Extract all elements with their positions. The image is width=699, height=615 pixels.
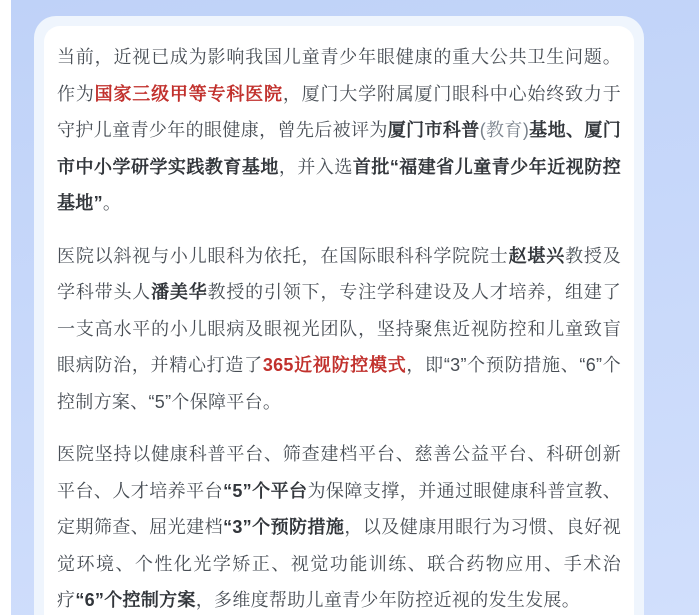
text-run-normal: ，并入选: [278, 156, 353, 177]
text-run-bold: “5”个平台: [223, 480, 308, 501]
text-run-normal: ，多维度帮助儿童青少年防控近视的发生发展。: [195, 590, 581, 610]
text-run-bold: 潘美华: [151, 282, 208, 302]
text-run-normal: 医院坚持以健康科普平台、筛查建档平台、慈善公益平台、科研创新平台、人才培养平台: [57, 444, 621, 501]
text-run-normal: 教授的引领下，专注学科建设及人才培养，组建了一支高水平的小儿眼病及眼视光团队，坚持聚焦近视防控和儿童致盲眼病防治，并精心打造了: [57, 282, 621, 375]
text-run-bold: “6”个控制方案: [75, 590, 196, 610]
text-run-bold: 首批“福建省儿童青少年近视防控基地”: [57, 156, 621, 213]
text-run-bold: 厦门市科普: [387, 120, 480, 140]
text-run-normal: ，厦门大学附属厦门眼科中心始终致力于守护儿童青少年的眼健康，曾先后被评为: [57, 83, 621, 140]
text-run-normal: ，即“3”个预防措施、“6”个控制方案、“5”个保障平台。: [57, 355, 622, 412]
paragraph: [57, 436, 621, 615]
text-run-red: 国家三级甲等专科医院: [94, 83, 283, 104]
article-card-outer: [34, 16, 644, 615]
paragraph: [57, 238, 621, 421]
text-run-normal: 为保障支撑，并通过眼健康科普宣教、定期筛查、屈光建档: [57, 480, 621, 537]
article-content: [44, 26, 634, 615]
text-run-normal: 教授及学科带头人: [57, 245, 621, 302]
text-run-normal: 。: [102, 193, 122, 213]
text-run-light: (教育): [479, 120, 530, 140]
article-card: [44, 26, 634, 615]
text-run-normal: 医院以斜视与小儿眼科为依托，在国际眼科科学院院士: [57, 245, 509, 266]
text-run-bold: 赵堪兴: [508, 245, 566, 266]
paragraph: [57, 39, 621, 222]
text-run-bold: “3”个预防措施: [223, 517, 345, 537]
text-run-bold: 基地、厦门市中小学研学实践教育基地: [57, 120, 621, 177]
text-run-normal: ，以及健康用眼行为习惯、良好视觉环境、个性化光学矫正、视觉功能训练、联合药物应用、手术治疗: [57, 517, 622, 610]
text-run-normal: 当前，近视已成为影响我国儿童青少年眼健康的重大公共卫生问题。作为: [57, 47, 621, 104]
text-run-red: 365近视防控模式: [262, 355, 407, 375]
